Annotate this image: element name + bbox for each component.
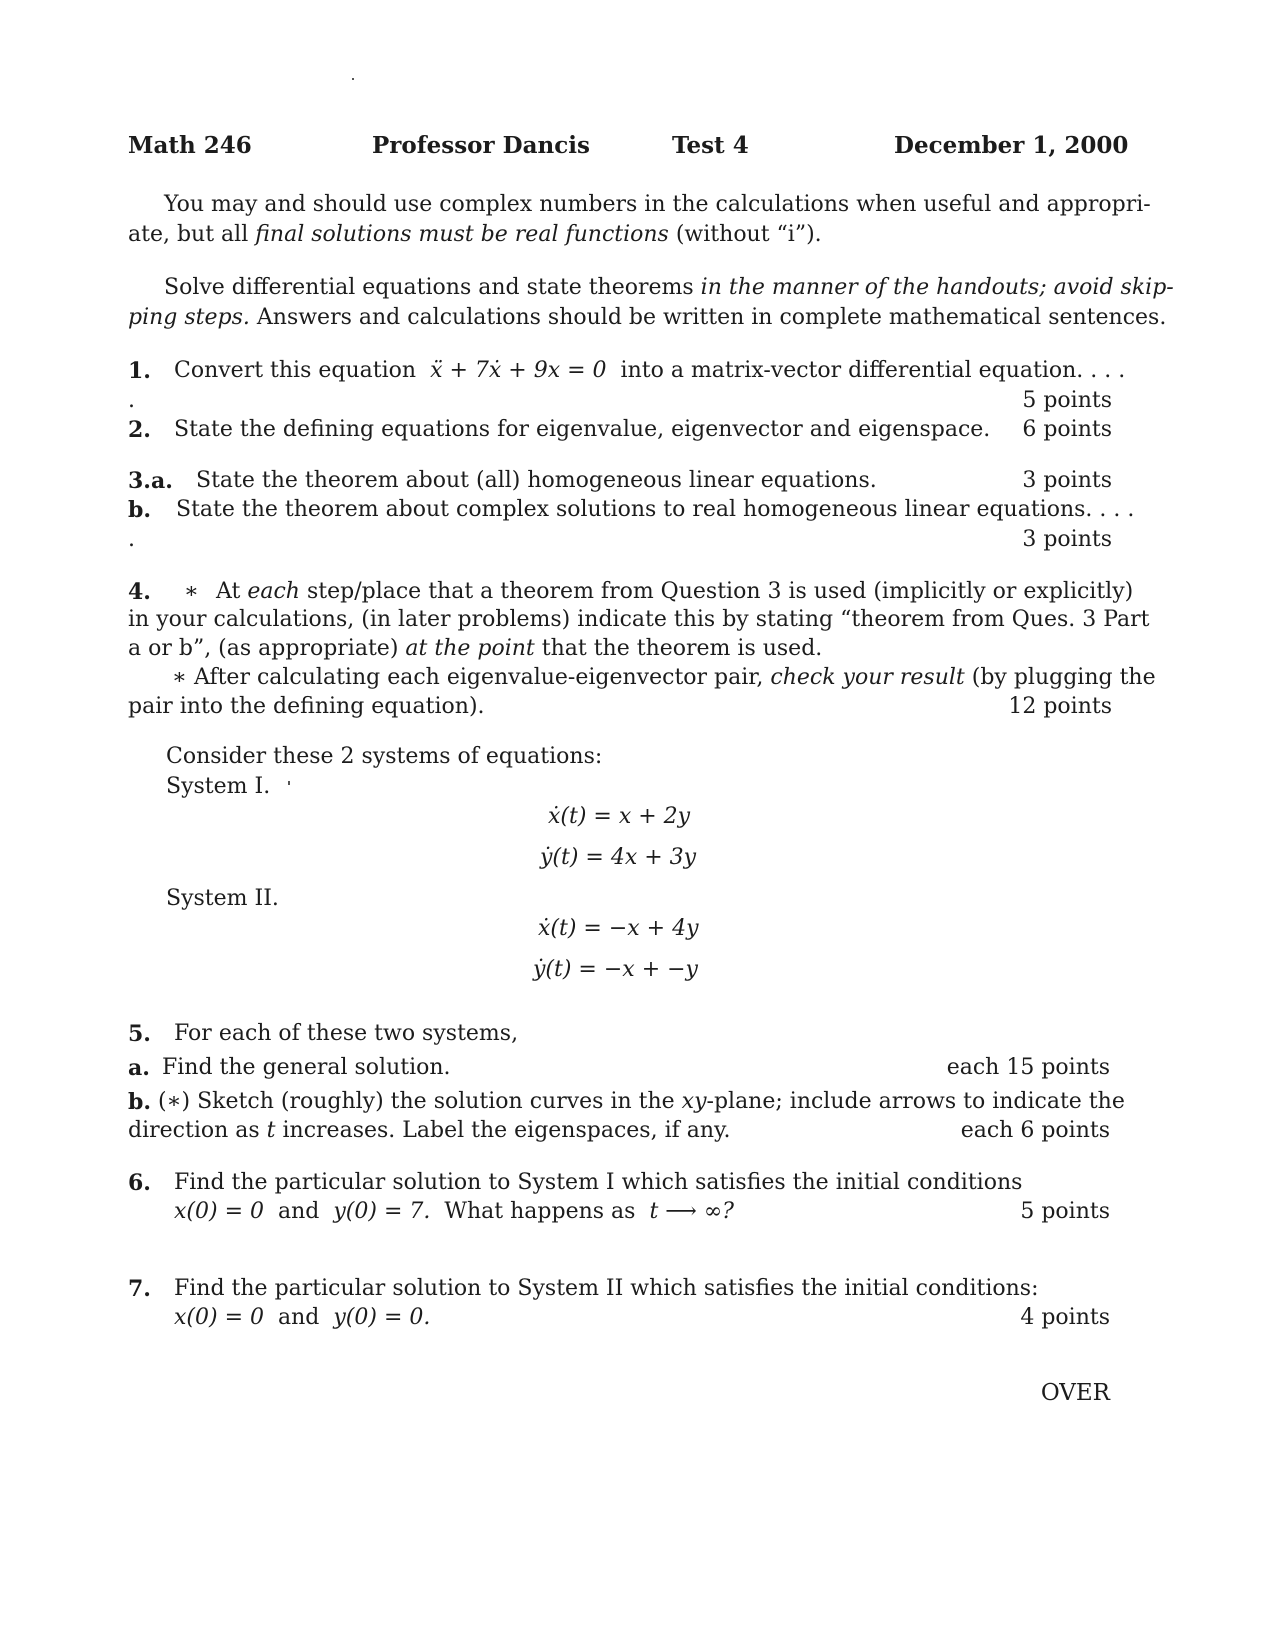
system-2-equation-1: ẋ(t) = −x + 4y — [538, 916, 699, 941]
q5a-label: a. — [128, 1055, 150, 1081]
q4-number: 4. — [128, 579, 151, 605]
q3b-stray-dot: . — [128, 527, 135, 552]
system-1-label: System I. — [166, 774, 271, 799]
q2-points: 6 points — [1022, 417, 1112, 442]
q4-line-1: At each step/place that a theorem from Question 3 is used (implicitly or explicitly) — [216, 579, 1134, 604]
q4-points: 12 points — [1008, 694, 1112, 719]
q5-number: 5. — [128, 1021, 151, 1047]
q3b-number: b. — [128, 497, 152, 523]
intro-line-2: ate, but all final solutions must be real functions (without “i”). — [128, 222, 822, 247]
q4-line-4: ∗ After calculating each eigenvalue-eigenvector pair, check your result (by plugging the — [172, 665, 1156, 690]
systems-intro: Consider these 2 systems of equations: — [166, 744, 603, 769]
q7-points: 4 points — [1020, 1305, 1110, 1330]
q5b-label: b. — [128, 1089, 152, 1115]
q6-line-1: Find the particular solution to System I which satisfies the initial conditions — [174, 1170, 1023, 1195]
q1-stray-dot: . — [128, 388, 135, 413]
q5a-points: each 15 points — [946, 1055, 1110, 1080]
q4-star: ∗ — [184, 579, 199, 604]
q2-number: 2. — [128, 417, 151, 443]
q6-line-2: x(0) = 0 and y(0) = 7. What happens as t ⟶ ∞? — [174, 1199, 734, 1224]
system-1-equation-2: ẏ(t) = 4x + 3y — [540, 845, 697, 870]
q3b-text: State the theorem about complex solutions to real homogeneous linear equations. . . . — [176, 497, 1135, 522]
q7-line-2: x(0) = 0 and y(0) = 0. — [174, 1305, 431, 1330]
q7-number: 7. — [128, 1276, 151, 1302]
intro-line-1: You may and should use complex numbers in the calculations when useful and appropri- — [164, 192, 1151, 217]
exam-date: December 1, 2000 — [894, 132, 1129, 159]
over-footer: OVER — [1040, 1380, 1110, 1406]
q4-line-2: in your calculations, (in later problems) indicate this by stating “theorem from Ques. 3 Part — [128, 607, 1150, 632]
q4-line-3: a or b”, (as appropriate) at the point that the theorem is used. — [128, 636, 823, 661]
q5b-line-2: direction as t increases. Label the eigenspaces, if any. — [128, 1118, 731, 1143]
system-1-equation-1: ẋ(t) = x + 2y — [548, 804, 691, 829]
q7-line-1: Find the particular solution to System II which satisfies the initial conditions: — [174, 1276, 1039, 1301]
intro-line-4: ping steps. Answers and calculations should be written in complete mathematical sentences. — [128, 305, 1167, 330]
intro-line-3: Solve differential equations and state theorems in the manner of the handouts; avoid skip- — [164, 275, 1174, 300]
q3a-points: 3 points — [1022, 468, 1112, 493]
q3a-number: 3.a. — [128, 468, 173, 494]
q2-text: State the defining equations for eigenvalue, eigenvector and eigenspace. — [174, 417, 991, 442]
professor-name: Professor Dancis — [372, 132, 590, 159]
q1-number: 1. — [128, 358, 151, 384]
q1-equation: ẍ + 7ẋ + 9x = 0 — [430, 358, 607, 383]
system-2-equation-2: ẏ(t) = −x + −y — [533, 957, 698, 982]
q1-points: 5 points — [1022, 388, 1112, 413]
q5b-points: each 6 points — [960, 1118, 1110, 1143]
system-2-label: System II. — [166, 886, 279, 911]
q5a-text: Find the general solution. — [162, 1055, 451, 1080]
scan-speck — [288, 781, 290, 785]
q5-text: For each of these two systems, — [174, 1021, 519, 1046]
course-title: Math 246 — [128, 132, 252, 159]
q6-points: 5 points — [1020, 1199, 1110, 1224]
q3b-points: 3 points — [1022, 527, 1112, 552]
q4-line-5: pair into the defining equation). — [128, 694, 485, 719]
q5b-line-1: (∗) Sketch (roughly) the solution curves in the xy-plane; include arrows to indicate the — [158, 1089, 1125, 1114]
scan-speck — [352, 78, 354, 80]
q3a-text: State the theorem about (all) homogeneous linear equations. — [196, 468, 877, 493]
q6-number: 6. — [128, 1170, 151, 1196]
q1-text: Convert this equation ẍ + 7ẋ + 9x = 0 into a matrix-vector differential equation. . . . — [174, 358, 1126, 383]
test-number: Test 4 — [672, 132, 749, 159]
